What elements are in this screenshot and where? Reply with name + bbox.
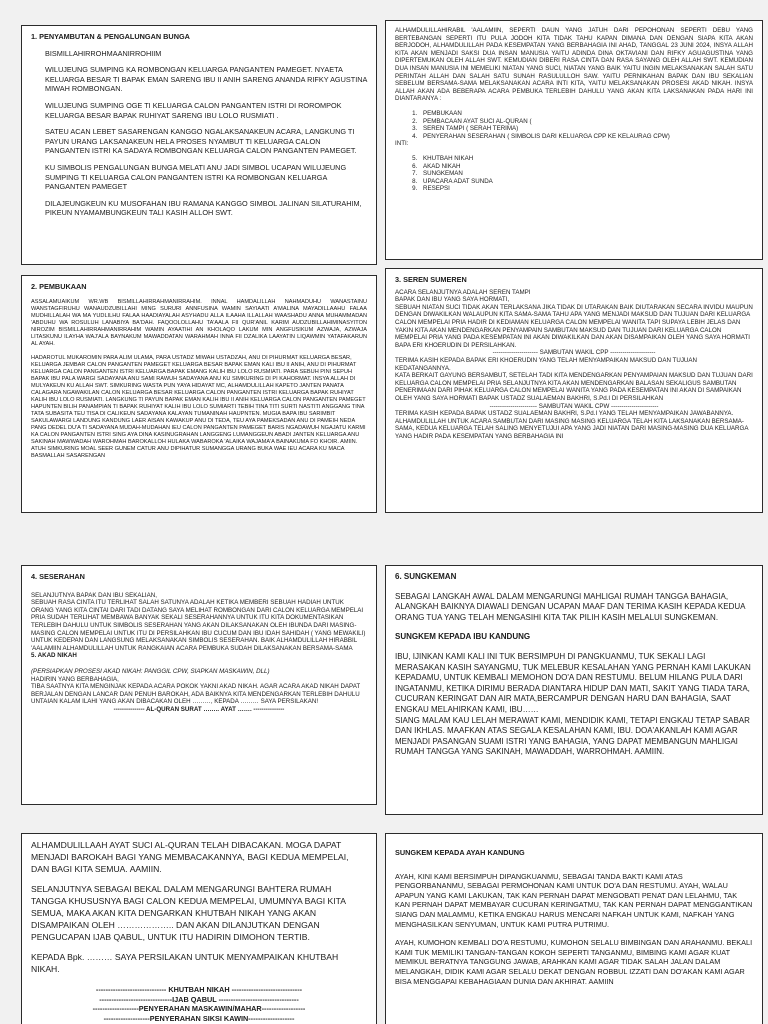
inti-list xyxy=(395,155,753,193)
paragraph: IBU, IJINKAN KAMI KALI INI TUK BERSIMPUH DI PANGKUANMU, TUK SEKALI LAGI MERASAKAN KASIH SAYANGMU, TUK MELEBUR KESALAHAN YANG PERNAH KAMI LAKUKAN KEPADAMU, UNTUK KEMBALI MEMOHON DO'A DAN RESTUMU. BELUM HILANG PULA DARI INGATANMU, KETIKA DIRIMU BERADA DIANTARA HIDUP DAN MATI, SAKIT YANG TIADA TARA, CUCURAN KERINGAT DAN AIR MATA,BERCAMPUR DENGAN HARU DAN BAHAGIA, SAAT ENGKAU MELAHIRKAN KAMI, IBU…… xyxy=(395,651,751,714)
paragraph: KEPADA Bpk. ……… SAYA PERSILAKAN UNTUK MENYAMPAIKAN KHUTBAH NIKAH. xyxy=(31,952,339,975)
panel-sungkem-ayah xyxy=(385,833,763,1024)
section-heading-pembukaan: 2. PEMBUKAAN xyxy=(31,282,87,291)
section-heading-seserahan: 4. SESERAHAN xyxy=(31,572,85,581)
basmalah-text: BISMILLAHIRROHMAANIRROHIIM xyxy=(45,48,162,58)
paragraph: HADAROTUL MUKAROMIN PARA ALIM ULAMA, PARA USTADZ MIWAH USTADZAH, ANU DI PIHURMAT KELUARGA BESAR, KELUARGA JEMBAR CALON PANGANTEN PAMEGET KELUARGA BESAR BAPAK EMAN KALI IBU II ANIH, ANU DI PIHURMAT KELUARGA CALON PANGANTEN ISTRI KELUARGA BAPAK EMANG KALIH IBU LOLO RUSMIATI. PARA SEBUH PINI SEPUH BAPAK IBU PALA WARGI SADAYANA ANU SAMI RAWUH SADAYANA ANU KU SIMKURING DI PI KAHORMAT. INSYA ALLAH DI MULYAKEUN KU ALLAH SWT. SIMKURING WASTA PUN YAYA HIDAYAT MC, ALHAMDULILLAH KAPETO JANTEN PANATA CALAGARA NGAWAKILAN CALON KELUARGA BESAR KELUARGA CALON PANGANTEN ISTRI KELUARGA BAPAK RUHIYAT KALIH IBU LOLO RUSMIATI. LANGKUNG TI PAYUN BAPAK EMAN KALIH IBU II ANIH KELUARGA CALON PANGANTEN PAMEGET HAPUNTEN BILIH PANAMPIAN TI BAPAK RUHIYAT KALIH IBU LOLO SUMIARTI TEBIH TINA TITI SURTI NASTITI ANGGANG TINA TATA SUBASITA TEU TISA DI CALIKEUN SADAYANA KALAYAN TUMANINAH HAUPNTEN. MUGIA BAPA IBU SARIMBIT SAKULAWARGI LANDUNG KANDUNG LAER AISAN KAWAKUP ANU DI TEDA, TEU AYA PAMEKSADAN ANU DI PAMEIH NEDA PANG DEDEL DU'A TI SADAYANA MUDAH-MUDAHAN IEU CALON PANGANTEN PAMEGET BARIS NGADAWUH NGAJATU KARMI KA CALON PANGANTEN ISTRI SING AYA DINA KASINUGRAHAN LANGGENG LUMANGGEUN ABADI JANTEN KELUARGA ANU SAKINAH MAWWADAH WAROHMAH BAROKALLOH HULAKA WABAROKA 'ALAIKA WAJAMA'A BAINAKUMA FO KHOIR. AMIIN. ATUH SIMKURING MOAL SEER GUNEM CATUR ANU DIPIHATUR SUMANGGA URANG BUKA WAE IEU ACARA KU MACA BASMALLAH SASARENGAN xyxy=(31,354,366,459)
paragraph: SELANJUTNYA BAPAK DAN IBU SEKALIAN, SEBUAH RASA CINTA ITU TERLIHAT SALAH SATUNYA ADALAH KETIKA MEMBERI SEBUAH HADIAH UNTUK ORANG YANG KITA CINTAI DARI TADI DATANG SAYA MELIHAT ROMBONGAN DARI CALON KELUARGA MEMPELAI PRIA SUDAH TERLIHAT MEMBAWA BANYAK SEKALI SESERAHANNYA UNTUK ITU KITA DOKUMENTASIKAN TERLEBIH DAHULU UNTUK SIMBOLIS SESERAHAN YANG AKAN DILAKSANAKAN OLEH IBUNDA DARI MASING- MASING CALON MEMPELAI UNTUK ITU DI PERSILAHKAN IBU CUCUM DAN IBU IDAH SAHIDAH ( YANG MEWAKILI) UNTUK KEDEPAN DAN LANGSUNG MELAKSANAKAN SIMBOLIS SESERAHAN. BAIK ALHAMDULILLAH HIRABBIL 'AALAMIIN ALHAMDULILLAH UNTUK RANGKAIAN ACARA PEMBUKA SUDAH DILAKSANAKAN BERSAMA-SAMA xyxy=(31,591,366,652)
panel-sungkeman xyxy=(385,565,763,815)
list-item: 5. KHUTBAH NIKAH xyxy=(419,155,753,163)
section-heading-seren: 3. SEREN SUMEREN xyxy=(395,275,467,284)
panel-seserahan xyxy=(21,565,377,805)
separator-line: ------------------------------IJAB QABUL --------------------------------- xyxy=(99,994,299,1004)
list-item: 6. AKAD NIKAH xyxy=(419,163,753,171)
separator-line: ----------------------- SAMBUTAN WAKIL CPW ----------------------- xyxy=(489,402,659,410)
separator-line: -------------------PENYERAHAN SIKSI KAWIN------------------- xyxy=(103,1013,295,1023)
panel-pembukaan xyxy=(21,275,377,513)
arabic-paragraph: ASSALAMUAIKUM WR.WB BISMILLAHIRRAHMANIRRAHIM. INNAL HAMDALILLAH NAHMADUHU WANASTAINU WANSTAGFIRUHU WANAUDZUBILLAHI MING SURURI ANNFUSINA WAMIN SAYIAATI A'MALINA MAYADILLAAHU FALAA MUDHILLALAH WA MA YUDLILHU FALAA HAADIAYALAH ASYHADU ALLA ILAAHA ILLALLAH WAASHADU ANNA MUHAMMADAN 'ABDUHU WA ROSULUH LANABIYA BA'DAH. FAQOOLOLLAHU TA'AALA FII QUR'ANIL KARIM AUDZUBILLAHIMINASYITON NIROZIM BISMILLAHIRRAHMANIRRAHIM WAMIN AYAATIHI AN KHOLAQO LAKUM MIN ANGFUSIKUM AZWAJA, AZWAJA LITASKUNU ILAYHA WAJ'ALA BAYNAKUM MAWADDATAN WARAHMAH INNA FII DZALIKA LAAYATIN LIQAWMIN YATAFAKARUN AL AYAH. xyxy=(31,298,367,347)
paragraph: ACARA SELANJUTNYA ADALAH SEREN TAMPI BAPAK DAN IBU YANG SAYA HORMATI, SEBUAH NIATAN SUCI TIDAK AKAN TERLAKSANA JIKA TIDAK DI UTARAKAN BAIK DIUTARAKAN SECARA INVIDU MAUPUN DENGAN DIWAKILKAN WALAUPUN KITA SAMA-SAMA TAHU APA YANG MENJADI MAKSUD DAN TUJUAN DARI KELUARGA CALON MEMPELAI PRIA HADIR DI KEDIAMAN KELUARGA CALON MEMPELAI WANITA TAPI SUPAYA LEBIH JELAS DAN YAKIN KITA AKAN MENDENGARKAN PENYAMPAIN SAMBUTAN MAKSUD DAN TUJUAN DARI KELUARGA CALON MEMPELAI PRIA YANG PADA KESEMPATAN INI AKAN DIWAKILKAN DAN AKAN DISAMPAIKAN OLEH YANG SAYA HORMATI BAPA ERI KHOERUDIN DI PERSILAHKAN. xyxy=(395,288,753,349)
paragraph: WILUJEUNG SUMPING OGE TI KELUARGA CALON PANGANTEN ISTRI DI ROROMPOK KELUARGA BESAR BAPAK RUHIYAT SARENG IBU LOLO RUSMIATI . xyxy=(45,100,342,120)
list-item: 2. PEMBACAAN AYAT SUCI AL-QURAN ( xyxy=(419,118,753,126)
paragraph: TERIMA KASIH KEPADA BAPAK ERI KHOERUDIN YANG TELAH MENYAMPAIKAN MAKSUD DAN TUJUAN KEDATANGANNYA. KATA BERKAIT GAYUNG BERSAMBUT, SETELAH TADI KITA MENDENGARKAN PENYAMPAIAN MAKSUD DAN TUJUAN DARI KELUARGA CALON MEMPELAI PRIA SELANJUTNYA KITA AKAN MENDENGARKAN BALASAN SEKALIGUS SAMBUTAN PENERIMAAN DARI PIHAK KELUARGA CALON MEMPELAI WANITA YANG PADA KESEMPATAN INI AKAN DI SAMPAIKAN OLEH YANG SAYA HORMATI BAPAK USTADZ SUALAEMAN BAKHRI, S.Pd.I DI PERSILAHKAN xyxy=(395,356,753,402)
section-heading-penyambutan: 1. PENYAMBUTAN & PENGALUNGAN BUNGA xyxy=(31,32,190,41)
paragraph: KU SIMBOLIS PENGALUNGAN BUNGA MELATI ANU JADI SIMBOL UCAPAN WILUJEUNG SUMPING TI KELUARGA CALON PANGANTEN ISTRI KA ROMBONGAN KELUARGA PANGANTEN PAMEGET xyxy=(45,162,347,192)
agenda-list xyxy=(395,110,753,140)
paragraph: TERIMA KASIH KEPADA BAPAK USTADZ SUALAEMAN BAKHRI, S.Pd.I YANG TELAH MENYAMPAIKAN JAWABANNYA. ALHAMDULILLAH UNTUK ACARA SAMBUTAN DARI MASING MASING KELUARGA TELAH KITA LAKSANAKAN BERSAMA-SAMA, KEDUA KELUARGA TELAH SALING MENYETUJUI APA YANG JADI NIATAN DARI MASING-MASING DUA KELUARGA YANG HADIR PADA KESEMPATAN YANG BERBAHAGIA INI xyxy=(395,410,749,440)
paragraph: SIANG MALAM KAU LELAH MERAWAT KAMI, MENDIDIK KAMI, TETAPI ENGKAU TETAP SABAR DAN IKHLAS. MAAFKAN ATAS SEGALA KESALAHAN KAMI, IBU. DOA'AKANLAH KAMI AGAR MENJADI PASANGAN SUAMI ISTRI YANG BAHAGIA, YANG DAPAT MEMBANGUN MAHLIGAI RUMAH TANGGA YANG SAKINAH, MAWADDAH, WARROHMAH. AAMIIN. xyxy=(395,715,750,757)
section-heading-sungkeman: 6. SUNGKEMAN xyxy=(395,572,457,581)
inti-label: INTI: xyxy=(395,140,409,148)
paragraph: WILUJEUNG SUMPING KA ROMBONGAN KELUARGA PANGANTEN PAMEGET. NYAETA KELUARGA BESAR TI BAPAK EMAN SARENG IBU II ANIH SARENG ANANDA RIFKY AGUSTINA MIWAH ROMBONGAN. xyxy=(45,65,367,94)
paragraph: DILAJEUNGKEUN KU MUSOFAHAN IBU RAMANA KANGGO SIMBOL JALINAN SILATURAHIM, PIKEUN NYAMAMBUNGKEUN TALI KASIH ALLOH SWT. xyxy=(45,198,362,218)
paragraph: ALHAMDULILLAHIRABIL 'AALAMIIN, SEPERTI DAUN YANG JATUH DARI PEPOHONAN SEPERTI DEBU YANG BERTEBANGAN SEPERTI ITU PULA JODOH KITA TIDAK TAHU KAPAN DIMANA DAN DENGAN SIAPA KITA AKAN BERJODOH, ALHAMDULILLAH PADA KESEMPATAN YANG BERBAHAGIA INI AHAD, TANGGAL 23 JUNI 2024, INSYA ALLAH KITA AKAN MENJADI SAKSI DUA INSAN MANUSIA YAITU ADINDA DINA OKTAVIANI DAN RIFKY AGUAGUSTINA YANG DIPERTEMUKAN OLEH ALLAH SWT. KEMUDIAN DIBERI RASA CINTA DAN RASA SAYANG OLEH ALLAH SWT. KEMUDIAN DUA INSAN MANUSIA INI MEMELIKI NIATAN YANG SUCI, NIATAN YANG BAIK YAITU INGIN MELAKSANAKAN SALAH SATU PERINTAH ALLAH DAN SALAH SATU SUNAH RASULULLOH SAW. YAITU PERNIKAHAN BAPAK DAN IBU SEKALIAN SEBELUM BERSAMA-SAMA MELAKSANAKAN ACARA INTI KITA, YAITU MELAKSANAKAN PROSESI AKAD NIKAH. INSYA ALLAH AKAN ADA BEBERAPA ACARA PEMBUKA TERLEBIH DAHULU YANG AKAN KITA LAKSANAKAN PADA HARI INI DIANTARANYA : xyxy=(395,27,753,103)
panel-penyambutan xyxy=(21,25,377,265)
separator-line: -------------------PENYERAHAN MASKAWIN/MAHAR------------------ xyxy=(92,1004,306,1014)
list-item: 3. SEREN TAMPI ( SERAH TERIMA) xyxy=(419,125,753,133)
separator-line: ---------------------- SAMBUTAN WAKIL CPP ---------------------- xyxy=(492,349,656,357)
paragraph: SELANJUTNYA SEBAGAI BEKAL DALAM MENGARUNGI BAHTERA RUMAH TANGGA KHUSUSNYA BAGI CALON KEDUA MEMPELAI, UMUMNYA BAGI KITA SEMUA, MAKA AKAN KITA DENGARKAN KHUTBAH NIKAH YANG AKAN DISAMPAIKAN OLEH ……………….. DAN AKAN DILANJUTKAN DENGAN PENGUCAPAN IJAB QABUL, UNTUK ITU HADIRIN DIMOHON TERTIB. xyxy=(31,884,346,942)
list-item: 8. UPACARA ADAT SUNDA xyxy=(419,178,753,186)
panel-khutbah xyxy=(21,833,377,1024)
panel-opening-agenda xyxy=(385,20,763,260)
paragraph: ALHAMDULILLAAH AYAT SUCI AL-QURAN TELAH DIBACAKAN. MOGA DAPAT MENJADI BAROKAH BAGI YANG MEMBACAKANNYA, BAGI KEDUA MEMPELAI, DAN BAGI KITA SEMUA. AAMIIN. xyxy=(31,840,349,874)
panel-seren-sumeren xyxy=(385,268,763,513)
paragraph: SATEU ACAN LEBET SASARENGAN KANGGO NGALAKSANAKEUN ACARA, LANGKUNG TI PAYUN URANG LAKSANAKEUN HELA PROSES NYAMBUT TI KELUARGA CALON PANGANTEN ISTRI KA SADAYA ROMBONGAN KELUARGA CALON PANGANTEN PAMEGET. xyxy=(45,127,357,156)
separator-line: --------------- AL-QURAN SURAT …….. AYAT ……. --------------- xyxy=(113,705,285,713)
italic-note: (PERSIAPKAN PROSESI AKAD NIKAH: PANGGIL CPW, SIAPKAN MASKAWIN, DLL) xyxy=(31,667,270,675)
subheading-ayah: SUNGKEM KEPADA AYAH KANDUNG xyxy=(395,848,525,857)
separator-line: ----------------------------- KHUTBAH NIKAH ----------------------------- xyxy=(95,984,303,994)
list-item: 1. PEMBUKAAN xyxy=(419,110,753,118)
list-item: 9. RESEPSI xyxy=(419,185,753,193)
paragraph: HADIRIN YANG BERBAHAGIA, TIBA SAATNYA KITA MENGINJAK KEPADA ACARA POKOK YAKNI AKAD NIKAH. AGAR ACARA AKAD NIKAH DAPAT BERJALAN DENGAN LANCAR DAN PENUH BAROKAH, ADA BAIKNYA KITA MENDENGARKAN TERLEBIH DAHULU UNTAIAN KALAM ILAHI YANG AKAN DIBACAKAN OLEH ………, KEPADA ……… SAYA PERSILAKAN! xyxy=(31,675,361,706)
paragraph: SEBAGAI LANGKAH AWAL DALAM MENGARUNGI MAHLIGAI RUMAH TANGGA BAHAGIA, ALANGKAH BAIKNYA DIAWALI DENGAN UCAPAN MAAF DAN TERIMA KASIH KEPADA KEDUA ORANG TUA YANG TELAH MENGASIHI KITA TAK PILIH KASIH MELALUI SUNGKEMAN. xyxy=(395,591,746,622)
paragraph: AYAH, KUMOHON KEMBALI DO'A RESTUMU, KUMOHON SELALU BIMBINGAN DAN ARAHANMU. BEKALI KAMI TUK MEMILIKI TANGAN-TANGAN KOKOH SEPERTI TANGANMU, BIMBING KAMI AGAR KUAT MEMIKUL BERATNYA TANGGUNG JAWAB, ARAHKAN KAMI AGAR TIDAK SALAH JALAN DALAM MELANGKAH, DIDIK KAMI AGAR SELALU DEKAT DENGAN ROBBUL IZZATI DAN DO'AKAN KAMI AGAR BISA MENGGAPAI KEBAHAGIAAN DUNIA DAN AKHIRAT. AAMIIN xyxy=(395,938,753,986)
paragraph: AYAH, KINI KAMI BERSIMPUH DIPANGKUANMU, SEBAGAI TANDA BAKTI KAMI ATAS PENGORBANANMU, SEBAGAI PERMOHONAN KAMI UNTUK DO'A DAN RESTUMU. AYAH, WALAU APAPUN YANG KAMI LAKUKAN, TAK KAN PERNAH DAPAT MENGOBATI PENAT DAN LELAHMU, TAK KAN PERNAH DAPAT MEMBAYAR CUCURAN KERINGATMU, TAK KAN PERNAH DAPAT MENGGANTIKAN SIANG DAN MALAMMU, KETIKA ENGKAU HARUS MENCARI NAFKAH UNTUK KAMI, NAFKAH YANG MENGHASILKAN SENYUMAN, UNTUK KAMI PUTRA PUTRIMU. xyxy=(395,871,753,929)
list-item: 7. SUNGKEMAN xyxy=(419,170,753,178)
list-item: 4. PENYERAHAN SESERAHAN ( SIMBOLIS DARI KELUARGA CPP KE KELAURAG CPW) xyxy=(419,133,753,141)
section-heading-akad: 5. AKAD NIKAH xyxy=(31,652,77,660)
subheading-ibu: SUNGKEM KEPADA IBU KANDUNG xyxy=(395,632,531,642)
